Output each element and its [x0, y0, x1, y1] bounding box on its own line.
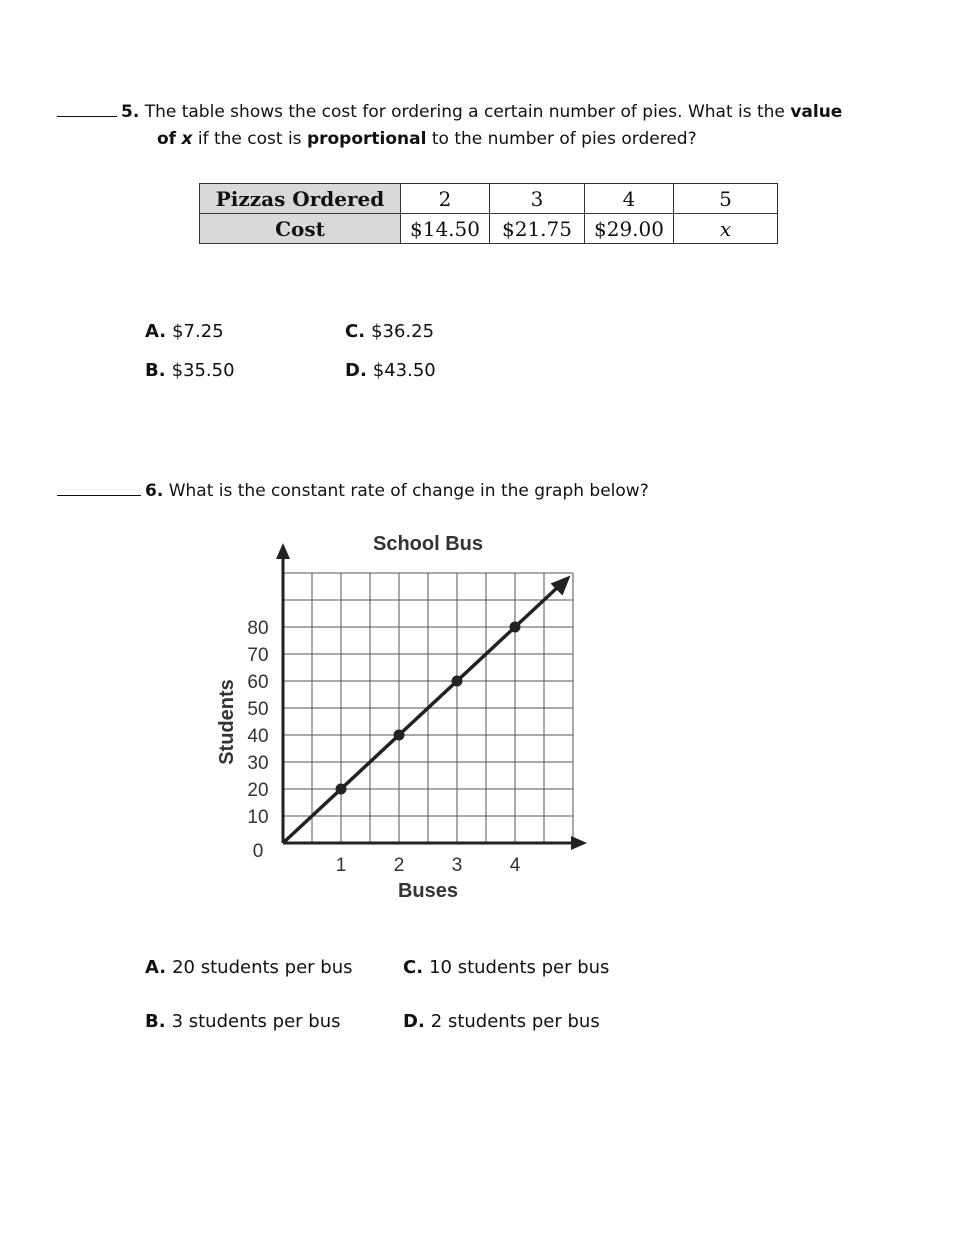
choice-text: 10 students per bus	[429, 957, 610, 978]
choice-text: $43.50	[372, 360, 436, 381]
chart-title: School Bus	[372, 533, 484, 555]
question-5-value-bold: value	[790, 102, 843, 122]
choice-6-c[interactable]	[403, 957, 609, 978]
table-header-pizzas: Pizzas Ordered	[200, 184, 401, 214]
choice-6-a[interactable]	[145, 957, 352, 978]
y-axis-arrow-icon	[276, 543, 290, 559]
choice-text: $36.25	[371, 321, 435, 342]
choice-text: $7.25	[172, 321, 224, 342]
x-axis-arrow-icon	[571, 836, 587, 850]
choice-letter: C.	[403, 957, 424, 978]
question-5-of: of	[157, 129, 177, 149]
table-cell: 4	[585, 184, 674, 214]
y-tick-label: 70	[247, 645, 269, 666]
choice-text: $35.50	[171, 360, 235, 381]
choice-letter: B.	[145, 360, 166, 381]
choice-letter: B.	[145, 1011, 166, 1032]
choice-letter: C.	[345, 321, 366, 342]
choice-text: 20 students per bus	[172, 957, 353, 978]
choice-6-b[interactable]	[145, 1011, 340, 1032]
table-cell: 3	[490, 184, 585, 214]
question-6-line	[57, 481, 649, 501]
choice-letter: D.	[403, 1011, 425, 1032]
chart-ylabel: Students	[216, 679, 238, 765]
choice-text: 3 students per bus	[171, 1011, 341, 1032]
table-cell: x	[674, 214, 778, 244]
data-point	[510, 622, 521, 633]
y-tick-label: 60	[247, 672, 269, 693]
choice-letter: A.	[145, 957, 167, 978]
choice-6-d[interactable]	[403, 1011, 600, 1032]
table-cell: $29.00	[585, 214, 674, 244]
choice-text: 2 students per bus	[430, 1011, 600, 1032]
chart-xlabel: Buses	[397, 880, 459, 902]
question-6-text: What is the constant rate of change in the graph below?	[168, 481, 649, 501]
x-tick-label: 2	[393, 855, 405, 876]
question-5-end: to the number of pies ordered?	[431, 129, 697, 149]
data-point	[336, 784, 347, 795]
x-tick-label: 1	[335, 855, 347, 876]
question-5-proportional: proportional	[306, 129, 427, 149]
y-tick-label: 0	[252, 841, 264, 862]
y-tick-label: 80	[247, 618, 269, 639]
question-5-mid: if the cost is	[197, 129, 302, 149]
y-tick-label: 40	[247, 726, 269, 747]
y-tick-label: 30	[247, 753, 269, 774]
choice-5-d[interactable]	[345, 360, 436, 381]
table-cell: 2	[401, 184, 490, 214]
table-cell: 5	[674, 184, 778, 214]
y-tick-label: 50	[247, 699, 269, 720]
answer-blank-6[interactable]	[57, 481, 141, 496]
data-point	[452, 676, 463, 687]
table-row-cost	[200, 214, 778, 244]
choice-letter: D.	[345, 360, 367, 381]
question-5-variable: x	[181, 129, 193, 149]
question-5-line-2	[157, 129, 697, 149]
choice-letter: A.	[145, 321, 167, 342]
question-5-line-1	[57, 102, 842, 122]
table-cell: $21.75	[490, 214, 585, 244]
school-bus-chart	[0, 515, 979, 915]
table-header-cost: Cost	[200, 214, 401, 244]
y-tick-label: 20	[247, 780, 269, 801]
pies-table	[199, 183, 778, 244]
answer-blank-5[interactable]	[57, 102, 117, 117]
choice-5-c[interactable]	[345, 321, 434, 342]
question-5-text: The table shows the cost for ordering a certain number of pies. What is the	[144, 102, 785, 122]
chart-series	[283, 576, 571, 844]
table-row-pizzas	[200, 184, 778, 214]
question-5-number: 5.	[121, 102, 140, 122]
table-cell: $14.50	[401, 214, 490, 244]
x-tick-label: 3	[451, 855, 463, 876]
y-tick-label: 10	[247, 807, 269, 828]
choice-5-a[interactable]	[145, 321, 224, 342]
question-6-number: 6.	[145, 481, 164, 501]
x-tick-label: 4	[509, 855, 521, 876]
data-point	[394, 730, 405, 741]
choice-5-b[interactable]	[145, 360, 235, 381]
